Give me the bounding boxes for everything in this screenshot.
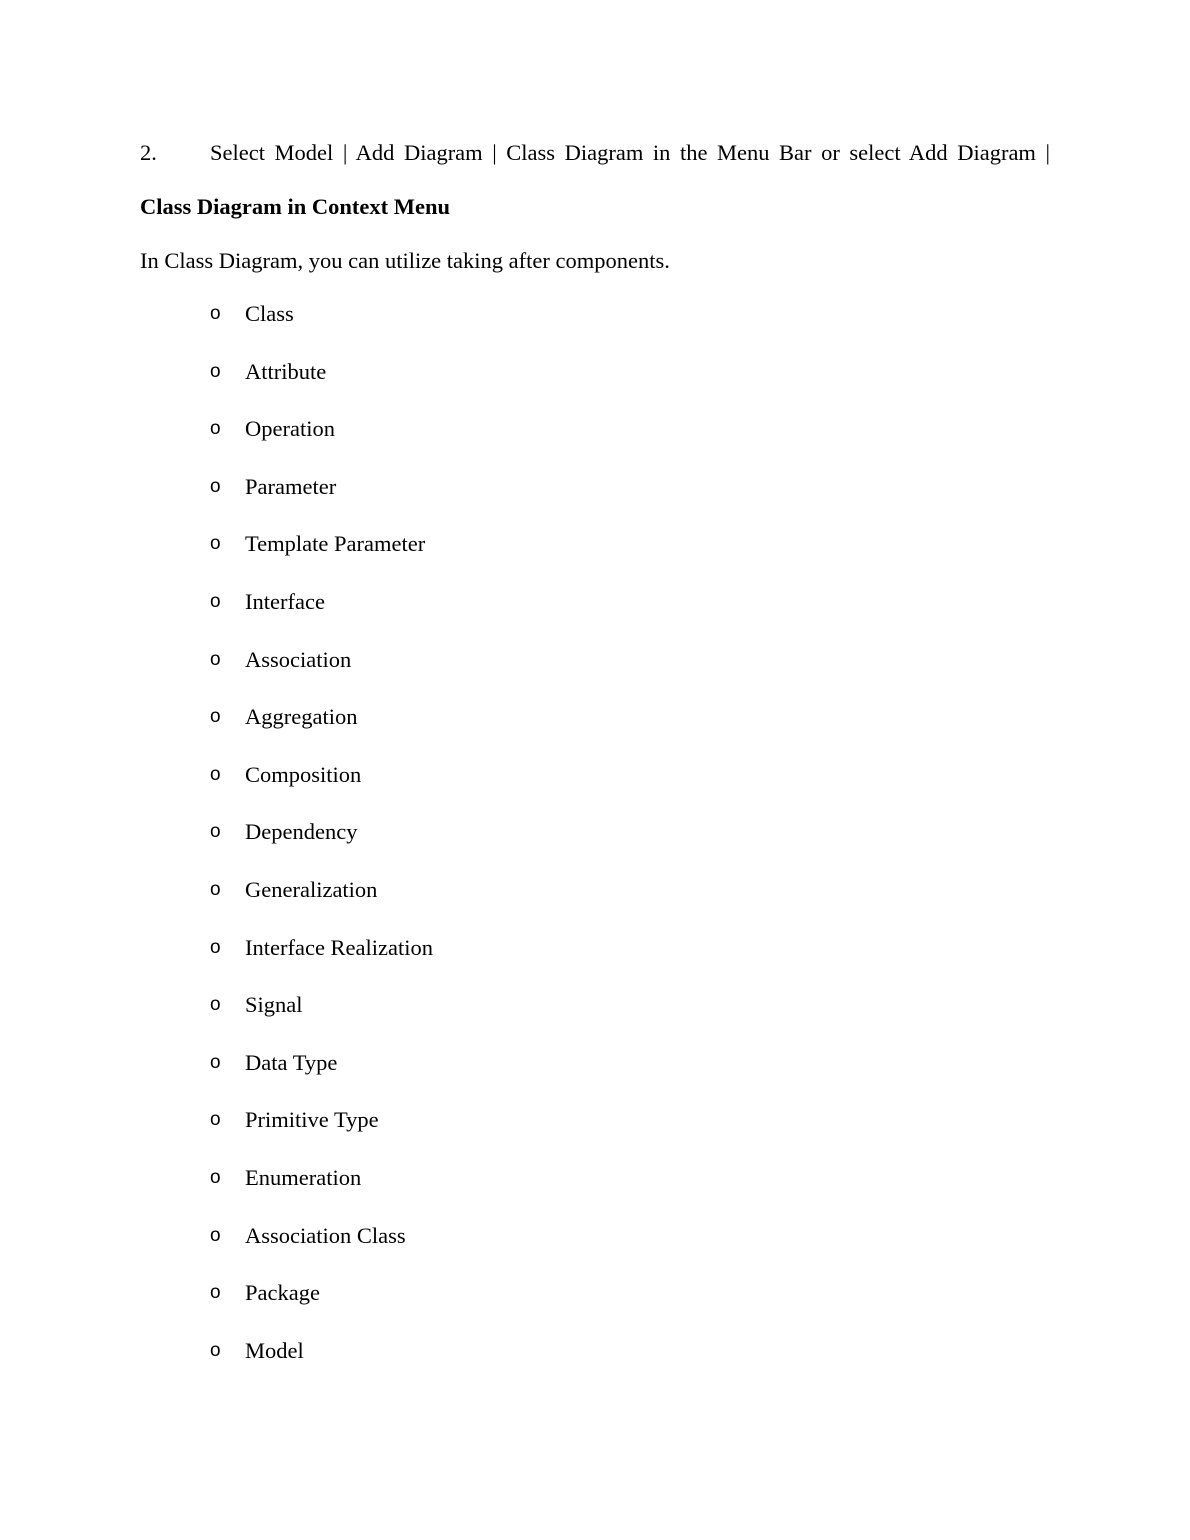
list-item-label: Class bbox=[245, 301, 294, 326]
list-item bbox=[208, 1163, 433, 1221]
list-item-label: Interface Realization bbox=[245, 934, 434, 960]
bullet-icon: o bbox=[210, 475, 221, 497]
list-item bbox=[208, 529, 433, 587]
list-item bbox=[208, 357, 433, 415]
list-item bbox=[208, 817, 433, 875]
list-item bbox=[208, 990, 433, 1048]
list-item bbox=[208, 933, 433, 991]
list-item-label: Composition bbox=[245, 761, 362, 787]
list-item-label: Primitive Type bbox=[245, 1107, 379, 1133]
list-item bbox=[208, 702, 433, 760]
list-item bbox=[208, 1048, 433, 1106]
list-item-label: Enumeration bbox=[245, 1164, 362, 1190]
bullet-icon: o bbox=[210, 360, 221, 382]
bullet-icon: o bbox=[210, 418, 221, 440]
component-list bbox=[208, 299, 433, 1393]
list-item-label: Data Type bbox=[245, 1049, 338, 1075]
bullet-icon: o bbox=[210, 706, 221, 728]
list-item-label: Aggregation bbox=[245, 704, 358, 730]
list-item-label: Template Parameter bbox=[245, 531, 426, 557]
bullet-icon: o bbox=[210, 1224, 221, 1246]
bullet-icon: o bbox=[210, 936, 221, 958]
bullet-icon: o bbox=[210, 1051, 221, 1073]
bullet-icon: o bbox=[210, 994, 221, 1016]
list-item bbox=[208, 760, 433, 818]
bullet-icon: o bbox=[210, 648, 221, 670]
list-item-label: Dependency bbox=[245, 819, 358, 845]
list-item-label: Association bbox=[245, 646, 352, 672]
list-item-label: Association Class bbox=[245, 1222, 406, 1248]
step-number: 2. bbox=[140, 140, 157, 165]
section-heading: Class Diagram in Context Menu bbox=[140, 194, 450, 219]
list-item bbox=[208, 414, 433, 472]
list-item-label: Signal bbox=[245, 992, 303, 1018]
list-item bbox=[208, 1105, 433, 1163]
intro-paragraph: In Class Diagram, you can utilize taking after components. bbox=[140, 248, 670, 273]
bullet-icon: o bbox=[210, 763, 221, 785]
list-item bbox=[208, 587, 433, 645]
list-item bbox=[208, 1336, 433, 1394]
bullet-icon: o bbox=[210, 878, 221, 900]
bullet-icon: o bbox=[210, 1282, 221, 1304]
list-item-label: Parameter bbox=[245, 473, 337, 499]
bullet-icon: o bbox=[210, 1339, 221, 1361]
list-item-label: Attribute bbox=[245, 358, 327, 384]
bullet-icon: o bbox=[210, 303, 221, 324]
list-item-label: Operation bbox=[245, 416, 335, 442]
step-instruction bbox=[140, 138, 1050, 168]
list-item bbox=[208, 1278, 433, 1336]
list-item bbox=[208, 472, 433, 530]
list-item bbox=[208, 875, 433, 933]
list-item-label: Model bbox=[245, 1337, 304, 1363]
list-item bbox=[208, 1221, 433, 1279]
list-item-label: Generalization bbox=[245, 876, 378, 902]
bullet-icon: o bbox=[210, 1109, 221, 1131]
step-text: Select Model | Add Diagram | Class Diagram in the Menu Bar or select Add Diagram | bbox=[210, 140, 1050, 165]
list-item-label: Interface bbox=[245, 588, 325, 614]
bullet-icon: o bbox=[210, 590, 221, 612]
bullet-icon: o bbox=[210, 1166, 221, 1188]
bullet-icon: o bbox=[210, 533, 221, 555]
list-item bbox=[208, 645, 433, 703]
bullet-icon: o bbox=[210, 821, 221, 843]
list-item-label: Package bbox=[245, 1280, 320, 1306]
list-item bbox=[208, 299, 433, 357]
